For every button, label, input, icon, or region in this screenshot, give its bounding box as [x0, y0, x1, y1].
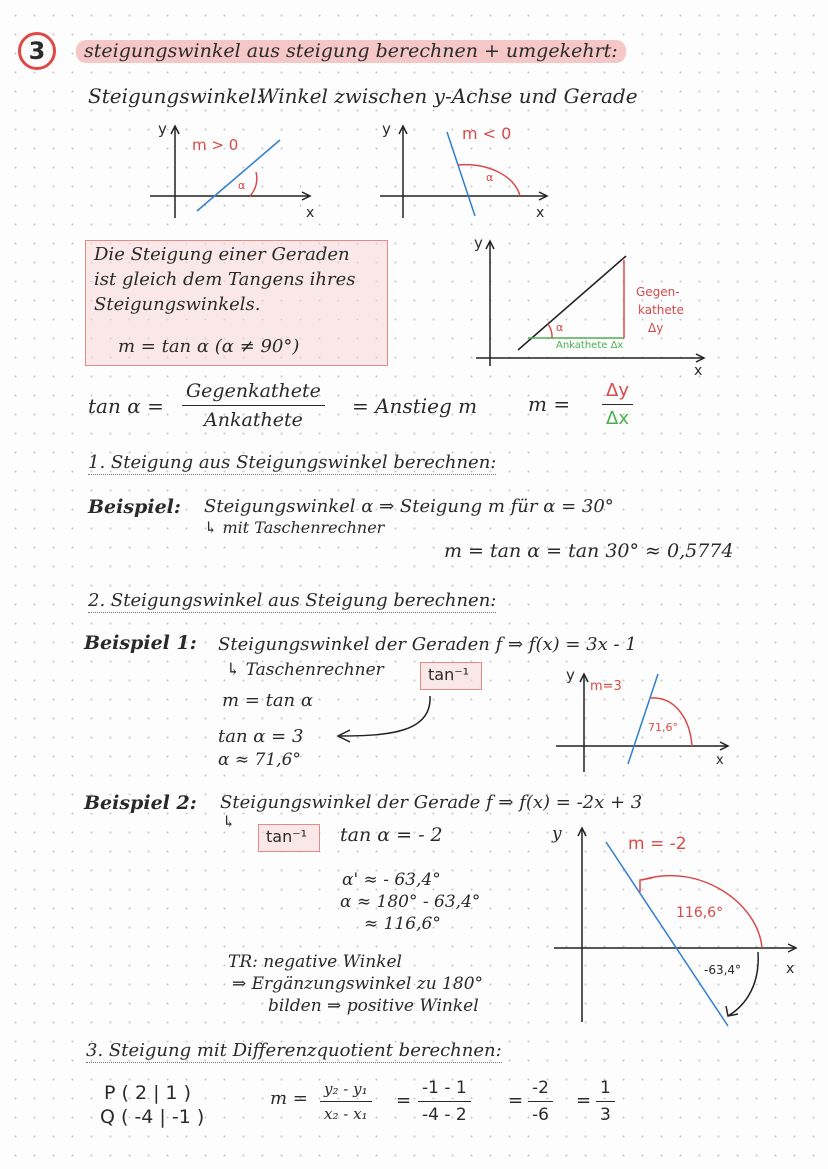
ex2-graph-angle: 116,6° — [676, 905, 724, 921]
ex2-graph-slope: m = -2 — [628, 834, 687, 854]
ex1-graph-angle: 71,6° — [648, 721, 678, 734]
delta-fraction — [602, 380, 633, 429]
ex2-line1: Steigungswinkel der Gerade f ⇒ f(x) = -2x + 3 — [220, 792, 643, 813]
part3-m-eq: m = — [270, 1088, 308, 1109]
m-eq-label: m = — [528, 392, 571, 416]
values-denominator: -4 - 2 — [422, 1105, 467, 1125]
tan-rhs: = Anstieg m — [352, 394, 478, 418]
ex1-graph-x: x — [716, 753, 724, 768]
definition-label: Steigungswinkel: — [88, 84, 264, 108]
tan-lhs: tan α = — [88, 394, 164, 418]
sketch1-slope-label: m > 0 — [192, 136, 239, 154]
ex1-line2: ↳ Taschenrechner — [226, 660, 384, 680]
part1-heading: 1. Steigung aus Steigungswinkel berechnen: — [88, 452, 497, 473]
sketch1-alpha: α — [238, 179, 246, 192]
triangle-delta-y: Δy — [648, 321, 664, 335]
ex2-arrow: ↳ — [222, 812, 236, 831]
ex1-graph-y: y — [566, 666, 575, 684]
triangle-x-label: x — [694, 363, 703, 379]
point-q: Q ( -4 | -1 ) — [100, 1106, 205, 1128]
triangle-opposite1: Gegen- — [636, 285, 680, 299]
diff-quotient-denominator: x₂ - x₁ — [324, 1105, 368, 1123]
ex2-note1: TR: negative Winkel — [228, 952, 402, 972]
sketch2-x-label: x — [536, 205, 545, 221]
ex1-graph-slope: m=3 — [590, 679, 622, 694]
ex1-graph — [550, 664, 740, 774]
simplified-denominator: -6 — [532, 1105, 549, 1125]
section-number: 3 — [28, 37, 46, 65]
sketch2-y-label: y — [382, 120, 391, 138]
diff-quotient-numerator: y₂ - y₁ — [320, 1080, 372, 1102]
ex1-step1: m = tan α — [222, 690, 314, 711]
part1-result: m = tan α = tan 30° ≈ 0,5774 — [444, 540, 734, 562]
values-numerator: -1 - 1 — [418, 1078, 471, 1102]
part3-heading: 3. Steigung mit Differenzquotient berechnen: — [86, 1040, 502, 1061]
rule-line3: Steigungswinkels. — [94, 294, 261, 315]
ex2-step2: α' ≈ - 63,4° — [342, 870, 441, 890]
sketch2-alpha: α — [486, 171, 494, 184]
ex1-step3: α ≈ 71,6° — [218, 750, 301, 770]
ex1-arrow — [330, 692, 440, 742]
ex1-label: Beispiel 1: — [84, 632, 197, 654]
part2-heading: 2. Steigungswinkel aus Steigung berechnen: — [88, 590, 497, 611]
delta-y: Δy — [602, 380, 633, 405]
result-numerator: 1 — [596, 1078, 615, 1102]
tan-fraction-denominator: Ankathete — [204, 409, 303, 431]
diff-quotient-simplified — [528, 1078, 553, 1125]
ex2-label: Beispiel 2: — [84, 792, 197, 814]
section-number-badge — [18, 32, 56, 70]
part3-eq2: = — [508, 1090, 524, 1111]
definition-text: Winkel zwischen y-Achse und Gerade — [258, 84, 638, 108]
sketch2-slope-label: m < 0 — [462, 124, 512, 143]
triangle-y-label: y — [474, 234, 483, 252]
rule-line1: Die Steigung einer Geraden — [94, 244, 350, 265]
part3-eq1: = — [396, 1090, 412, 1111]
ex2-graph-neg-angle: -63,4° — [704, 963, 742, 977]
ex2-tan-inverse-label: tan⁻¹ — [266, 827, 308, 846]
delta-x: Δx — [606, 408, 629, 429]
simplified-numerator: -2 — [528, 1078, 553, 1102]
result-denominator: 3 — [600, 1105, 611, 1125]
point-p: P ( 2 | 1 ) — [104, 1082, 192, 1104]
diff-quotient-result — [596, 1078, 615, 1125]
section-title: steigungswinkel aus steigung berechnen + umgekehrt: — [76, 40, 626, 63]
tan-fraction-numerator: Gegenkathete — [182, 380, 325, 406]
part3-eq3: = — [576, 1090, 592, 1111]
ex2-note3: bilden ⇒ positive Winkel — [268, 996, 479, 1016]
ex2-graph-y: y — [552, 824, 562, 844]
ex2-step1: tan α = - 2 — [340, 824, 443, 846]
part1-line2: ↳ mit Taschenrechner — [204, 518, 385, 537]
sketch1-y-label: y — [158, 120, 167, 138]
triangle-opposite2: kathete — [638, 303, 684, 317]
rule-line2: ist gleich dem Tangens ihres — [94, 269, 356, 290]
ex1-step2: tan α = 3 — [218, 726, 304, 747]
ex1-line1: Steigungswinkel der Geraden f ⇒ f(x) = 3x - 1 — [218, 634, 637, 655]
ex2-step4: ≈ 116,6° — [364, 914, 441, 934]
ex2-graph-x: x — [786, 961, 795, 977]
part1-label: Beispiel: — [88, 496, 181, 518]
ex2-step3: α ≈ 180° - 63,4° — [340, 892, 481, 912]
tan-fraction — [182, 380, 325, 431]
ex1-tan-inverse-label: tan⁻¹ — [428, 665, 470, 684]
diff-quotient-formula — [320, 1080, 372, 1123]
triangle-alpha: α — [556, 321, 564, 334]
triangle-adjacent: Ankathete Δx — [556, 340, 624, 351]
rule-formula: m = tan α (α ≠ 90°) — [118, 336, 300, 357]
diff-quotient-values — [418, 1078, 471, 1125]
sketch1-x-label: x — [306, 205, 315, 221]
part1-line1: Steigungswinkel α ⇒ Steigung m für α = 30° — [204, 496, 614, 517]
ex2-note2: ⇒ Ergänzungswinkel zu 180° — [232, 974, 484, 994]
